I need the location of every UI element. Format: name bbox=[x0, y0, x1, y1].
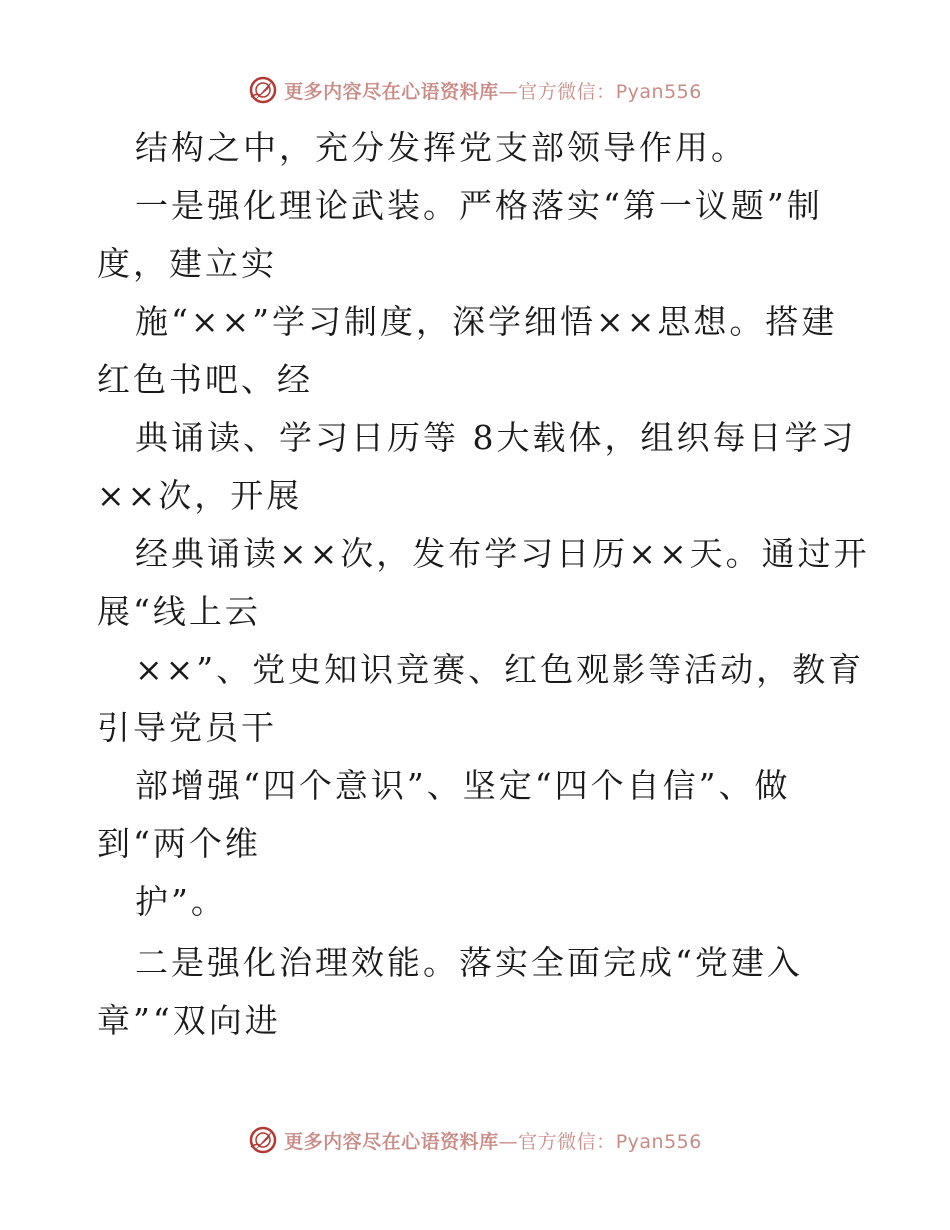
paragraph-line: 施“××”学习制度，深学细悟××思想。搭建 bbox=[135, 302, 838, 341]
paragraph-line: 一是强化理论武装。严格落实“第一议题”制 bbox=[135, 186, 823, 225]
paragraph-line: 章”“双向进 bbox=[97, 1001, 281, 1040]
paragraph-line: 典诵读、学习日历等 8大载体，组织每日学习 bbox=[135, 418, 857, 457]
paragraph-line: 到“两个维 bbox=[97, 824, 261, 863]
paragraph-line: 引导党员干 bbox=[97, 708, 277, 747]
paragraph-line: 结构之中，充分发挥党支部领导作用。 bbox=[135, 128, 747, 167]
banner-wechat-id: Pyan556 bbox=[615, 1130, 702, 1153]
quill-logo-icon bbox=[248, 1125, 278, 1155]
banner-separator: — bbox=[498, 1130, 519, 1153]
paragraph-line: 展“线上云 bbox=[97, 592, 261, 631]
banner-text bbox=[284, 1127, 702, 1154]
paragraph-line: ××”、党史知识竞赛、红色观影等活动，教育 bbox=[135, 650, 865, 689]
paragraph-line: ××次，开展 bbox=[97, 476, 303, 515]
banner-main-text: 更多内容尽在心语资料库 bbox=[284, 1130, 499, 1153]
banner-main-text: 更多内容尽在心语资料库 bbox=[284, 80, 499, 103]
paragraph-line: 度，建立实 bbox=[97, 244, 277, 283]
footer-banner bbox=[0, 1120, 950, 1160]
paragraph-line: 二是强化治理效能。落实全面完成“党建入 bbox=[135, 943, 803, 982]
banner-wechat-label: 官方微信： bbox=[518, 1130, 616, 1153]
paragraph-line: 护”。 bbox=[135, 882, 227, 921]
banner-wechat-label: 官方微信： bbox=[518, 80, 616, 103]
banner-wechat-id: Pyan556 bbox=[615, 80, 702, 103]
paragraph-line: 红色书吧、经 bbox=[97, 360, 313, 399]
banner-separator: — bbox=[498, 80, 519, 103]
paragraph-line: 部增强“四个意识”、坚定“四个自信”、做 bbox=[135, 766, 791, 805]
paragraph-line: 经典诵读××次，发布学习日历××天。通过开 bbox=[135, 534, 870, 573]
